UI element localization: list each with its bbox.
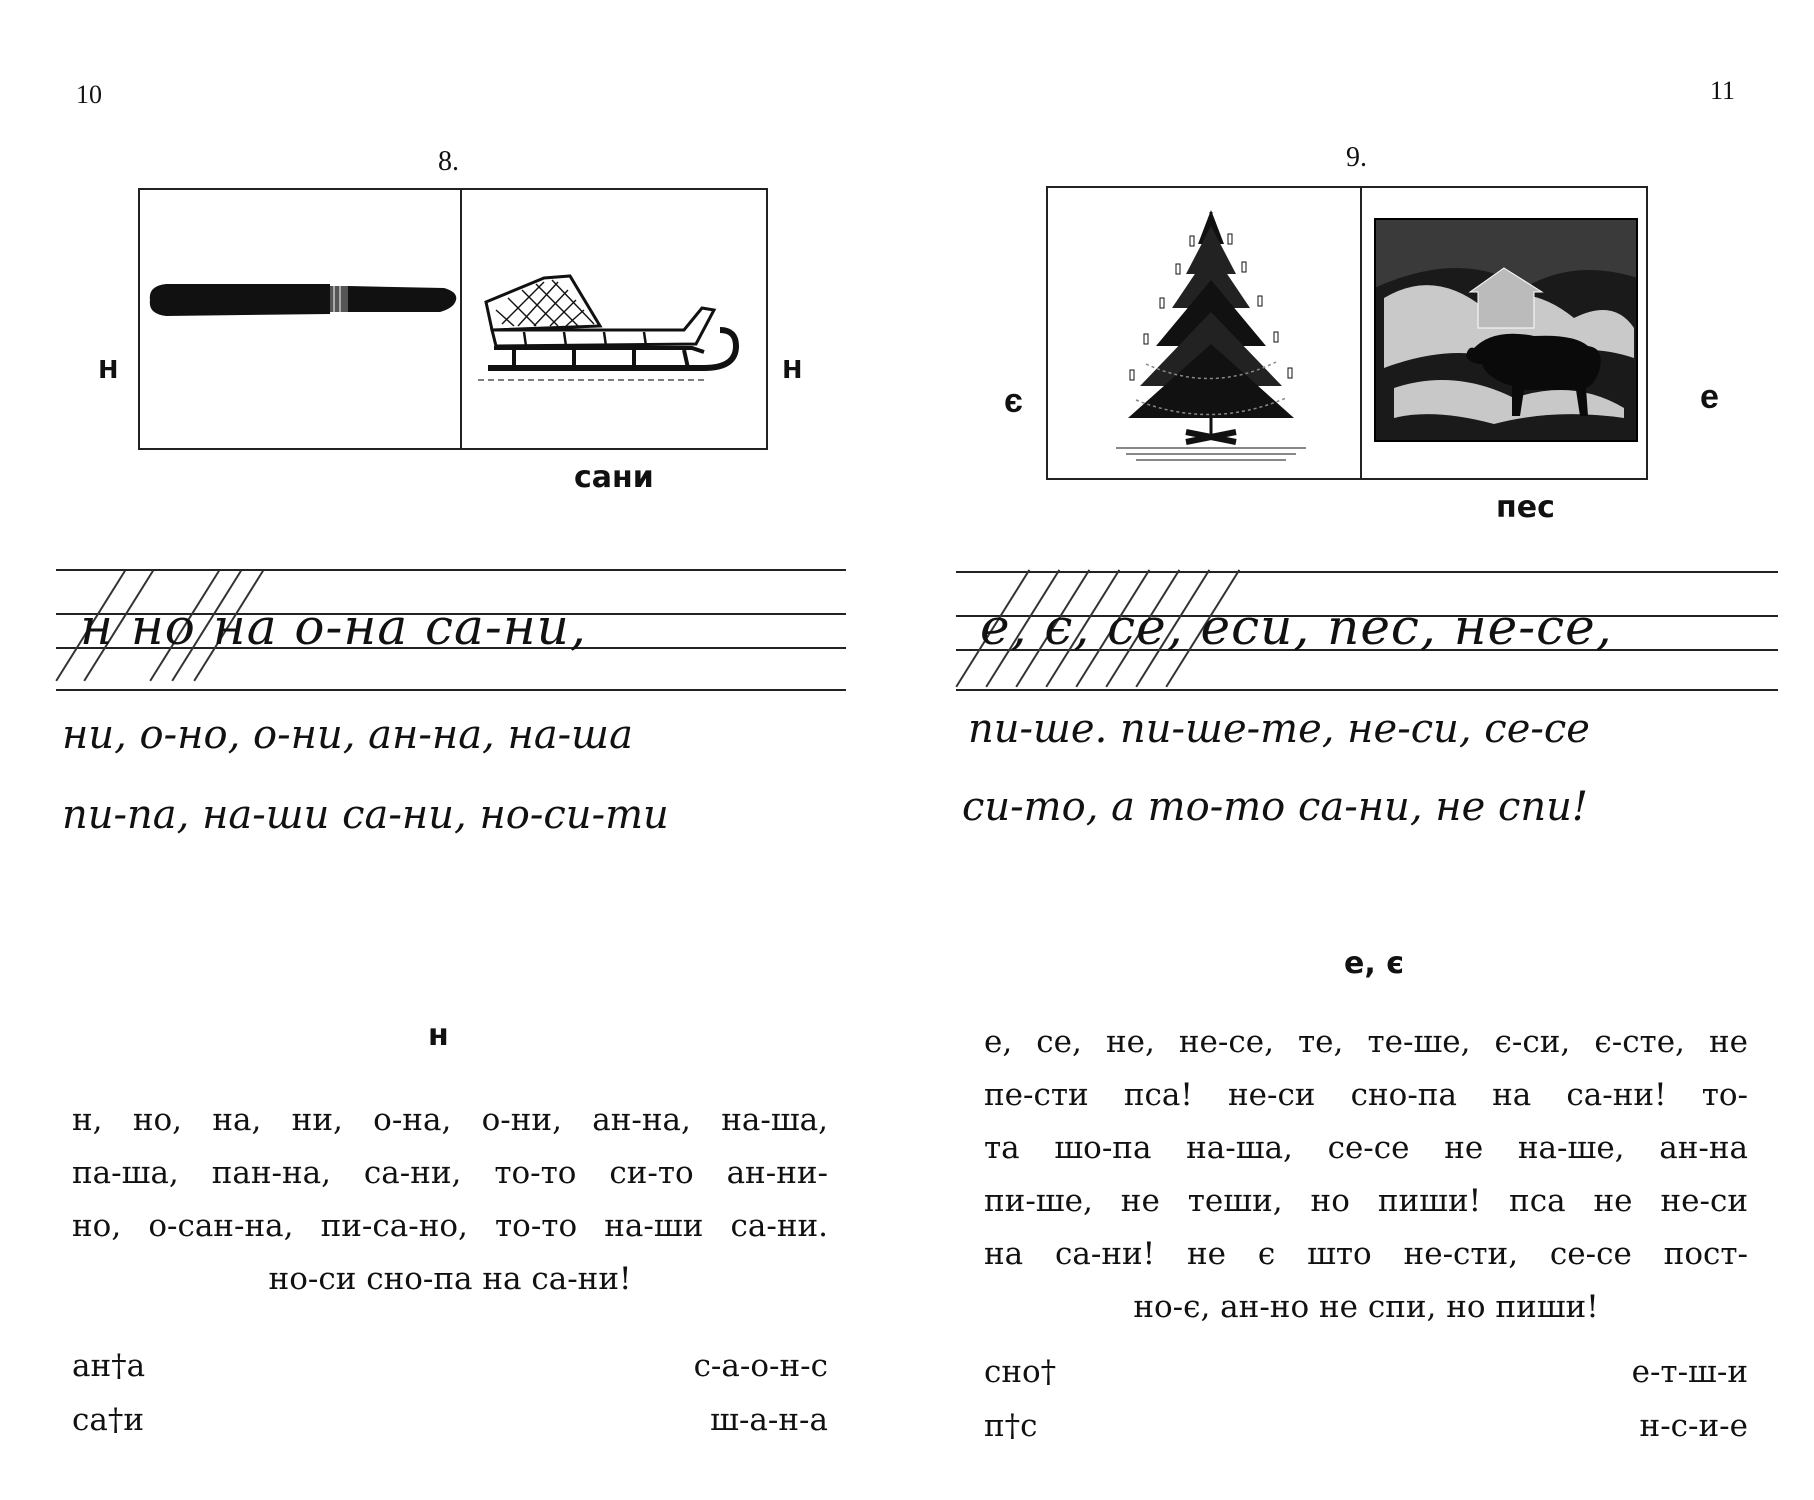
paragraph-line: пи-ше, не теши, но пиши! пса не не-си: [984, 1183, 1748, 1219]
guide-line: [56, 689, 846, 691]
script-line: ни, о-но, о-ни, ан-на, на-ша: [62, 712, 633, 758]
paragraph-line: но-си сно-па на са-ни!: [268, 1261, 632, 1297]
frame-divider: [1360, 188, 1362, 478]
guide-line: [956, 571, 1778, 573]
christmas-tree-illustration: [1106, 204, 1316, 464]
picture-frame: [1046, 186, 1648, 480]
script-line: си-то, а то-то са-ни, не спи!: [962, 784, 1588, 830]
exercise-word: са†и: [72, 1402, 145, 1438]
scrambled-word: н-с-и-е: [1639, 1408, 1748, 1444]
picture-frame: [138, 188, 768, 450]
picture-caption: сани: [574, 460, 654, 495]
figure-number: 9.: [1346, 142, 1367, 173]
frame-divider: [460, 190, 462, 448]
figure-number: 8.: [438, 146, 459, 177]
reading-paragraph: [72, 1094, 828, 1306]
paragraph-line: пе-сти пса! не-си сно-па на са-ни! то-: [984, 1077, 1748, 1113]
section-heading: н: [428, 1018, 449, 1053]
side-letter-right: е: [1700, 378, 1719, 416]
knife-illustration: [144, 270, 460, 330]
paragraph-line: н, но, на, ни, о-на, о-ни, ан-на, на-ша,: [72, 1102, 828, 1138]
dog-landscape-illustration: [1374, 218, 1638, 442]
page-number: 10: [76, 80, 102, 109]
script-line: пи-ше. пи-ше-те, не-си, се-се: [968, 706, 1590, 752]
scrambled-word: с-а-о-н-с: [693, 1348, 828, 1384]
paragraph-line: на са-ни! не є што не-сти, се-се пост-: [984, 1236, 1748, 1272]
paragraph-line: но, о-сан-на, пи-са-но, то-то на-ши са-ни.: [72, 1208, 828, 1244]
guide-line: [56, 569, 846, 571]
scrambled-word: ш-а-н-а: [710, 1402, 828, 1438]
paragraph-line: но-є, ан-но не спи, но пиши!: [1133, 1289, 1599, 1325]
reading-paragraph: [984, 1016, 1748, 1334]
page-number: 11: [1710, 76, 1736, 105]
scrambled-word: е-т-ш-и: [1631, 1354, 1748, 1390]
paragraph-line: та шо-па на-ша, се-се не на-ше, ан-на: [984, 1130, 1748, 1166]
script-line-main: е, є, се, еси, пес, не-се,: [980, 598, 1613, 656]
section-heading: е, є: [1344, 946, 1404, 981]
paragraph-line: е, се, не, не-се, те, те-ше, є-си, є-сте, не: [984, 1024, 1748, 1060]
paragraph-line: па-ша, пан-на, са-ни, то-то си-то ан-ни-: [72, 1155, 828, 1191]
side-letter-left: є: [1004, 382, 1023, 420]
script-line: пи-па, на-ши са-ни, но-си-ти: [62, 792, 669, 838]
exercise-word: сно†: [984, 1354, 1057, 1390]
sled-illustration: [474, 268, 754, 398]
exercise-word: ан†а: [72, 1348, 146, 1384]
guide-line: [956, 689, 1778, 691]
exercise-word: п†с: [984, 1408, 1038, 1444]
script-line-main: н но на о-на са-ни,: [80, 598, 587, 656]
side-letter-right: н: [782, 348, 803, 386]
picture-caption: пес: [1496, 490, 1555, 525]
side-letter-left: н: [98, 348, 119, 386]
